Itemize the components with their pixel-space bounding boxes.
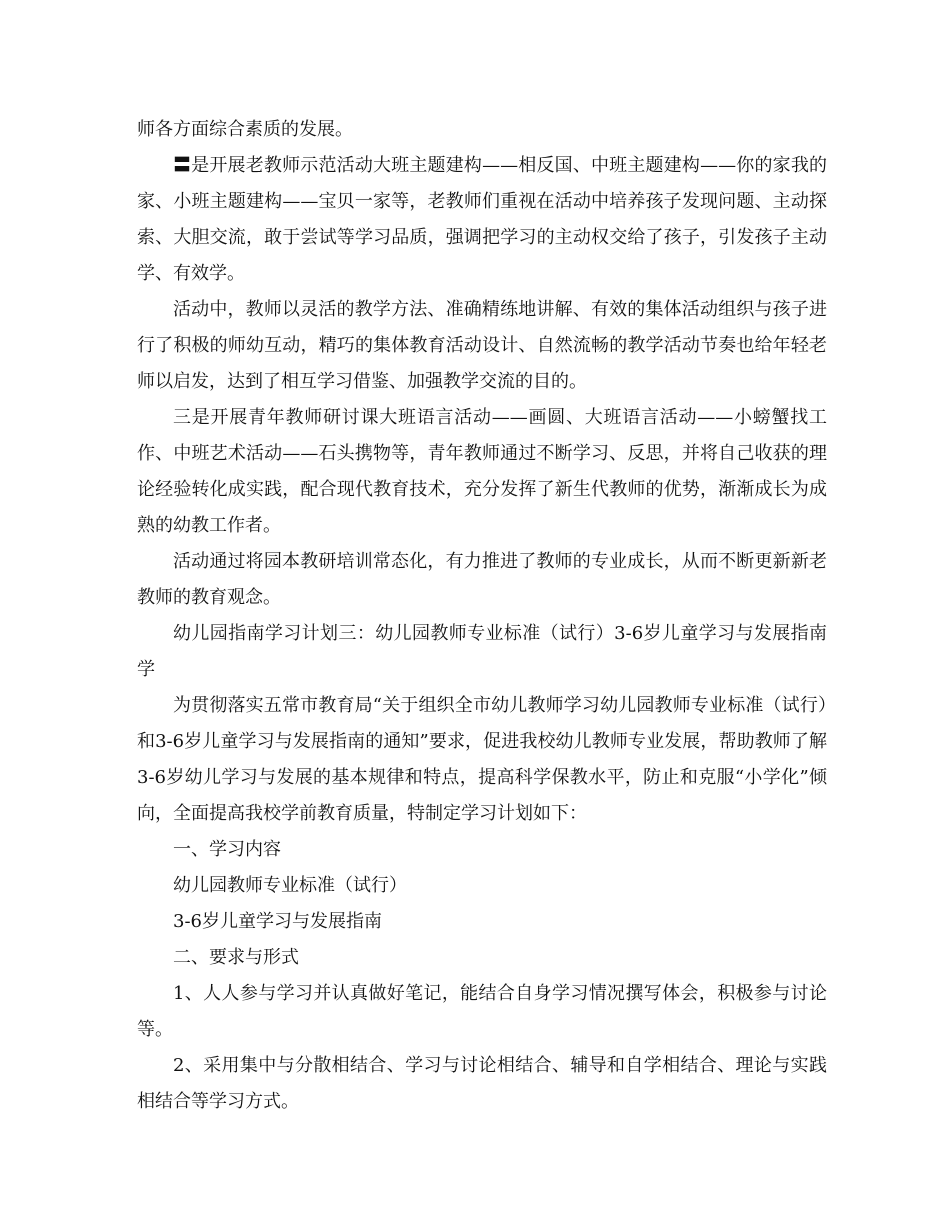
paragraph-3: 活动中，教师以灵活的教学方法、准确精练地讲解、有效的集体活动组织与孩子进行了积极的师幼互动，精巧的集体教育活动设计、自然流畅的教学活动节奏也给年轻老师以启发，达到了相互学习借鉴、加强教学交流的目的。 [137, 299, 827, 392]
list-item-guide: 3-6岁儿童学习与发展指南 [173, 911, 382, 932]
paragraph-1: 师各方面综合素质的发展。 [137, 119, 353, 140]
paragraph-5: 活动通过将园本教研培训常态化，有力推进了教师的专业成长，从而不断更新新老教师的教育观念。 [137, 551, 827, 608]
paragraph-4: 三是开展青年教师研讨课大班语言活动——画圆、大班语言活动——小螃蟹找工作、中班艺术活动——石头携物等，青年教师通过不断学习、反思，并将自己收获的理论经验转化成实践，配合现代教育技术，充分发挥了新生代教师的优势，渐渐成长为成熟的幼教工作者。 [137, 407, 827, 536]
paragraph-7: 为贯彻落实五常市教育局“关于组织全市幼儿教师学习幼儿园教师专业标准（试行）和3-6岁儿童学习与发展指南的通知”要求，促进我校幼儿教师专业发展，帮助教师了解3-6岁幼儿学习与发展的基本规律和特点，提高科学保教水平，防止和克服“小学化”倾向，全面提高我校学前教育质量，特制定学习计划如下： [137, 695, 827, 824]
heading-requirements: 二、要求与形式 [173, 947, 299, 968]
heading-study-content: 一、学习内容 [173, 839, 281, 860]
document-body [137, 112, 827, 1120]
requirement-1: 1、人人参与学习并认真做好笔记，能结合自身学习情况撰写体会，积极参与讨论等。 [137, 983, 827, 1040]
paragraph-2: 〓是开展老教师示范活动大班主题建构——相反国、中班主题建构——你的家我的家、小班主题建构——宝贝一家等，老教师们重视在活动中培养孩子发现问题、主动探索、大胆交流，敢于尝试等学习品质，强调把学习的主动权交给了孩子，引发孩子主动学、有效学。 [137, 155, 827, 284]
list-item-standard: 幼儿园教师专业标准（试行） [173, 875, 407, 896]
section-heading-plan-three: 幼儿园指南学习计划三：幼儿园教师专业标准（试行）3-6岁儿童学习与发展指南学 [137, 623, 827, 680]
requirement-2: 2、采用集中与分散相结合、学习与讨论相结合、辅导和自学相结合、理论与实践相结合等学习方式。 [137, 1055, 827, 1112]
